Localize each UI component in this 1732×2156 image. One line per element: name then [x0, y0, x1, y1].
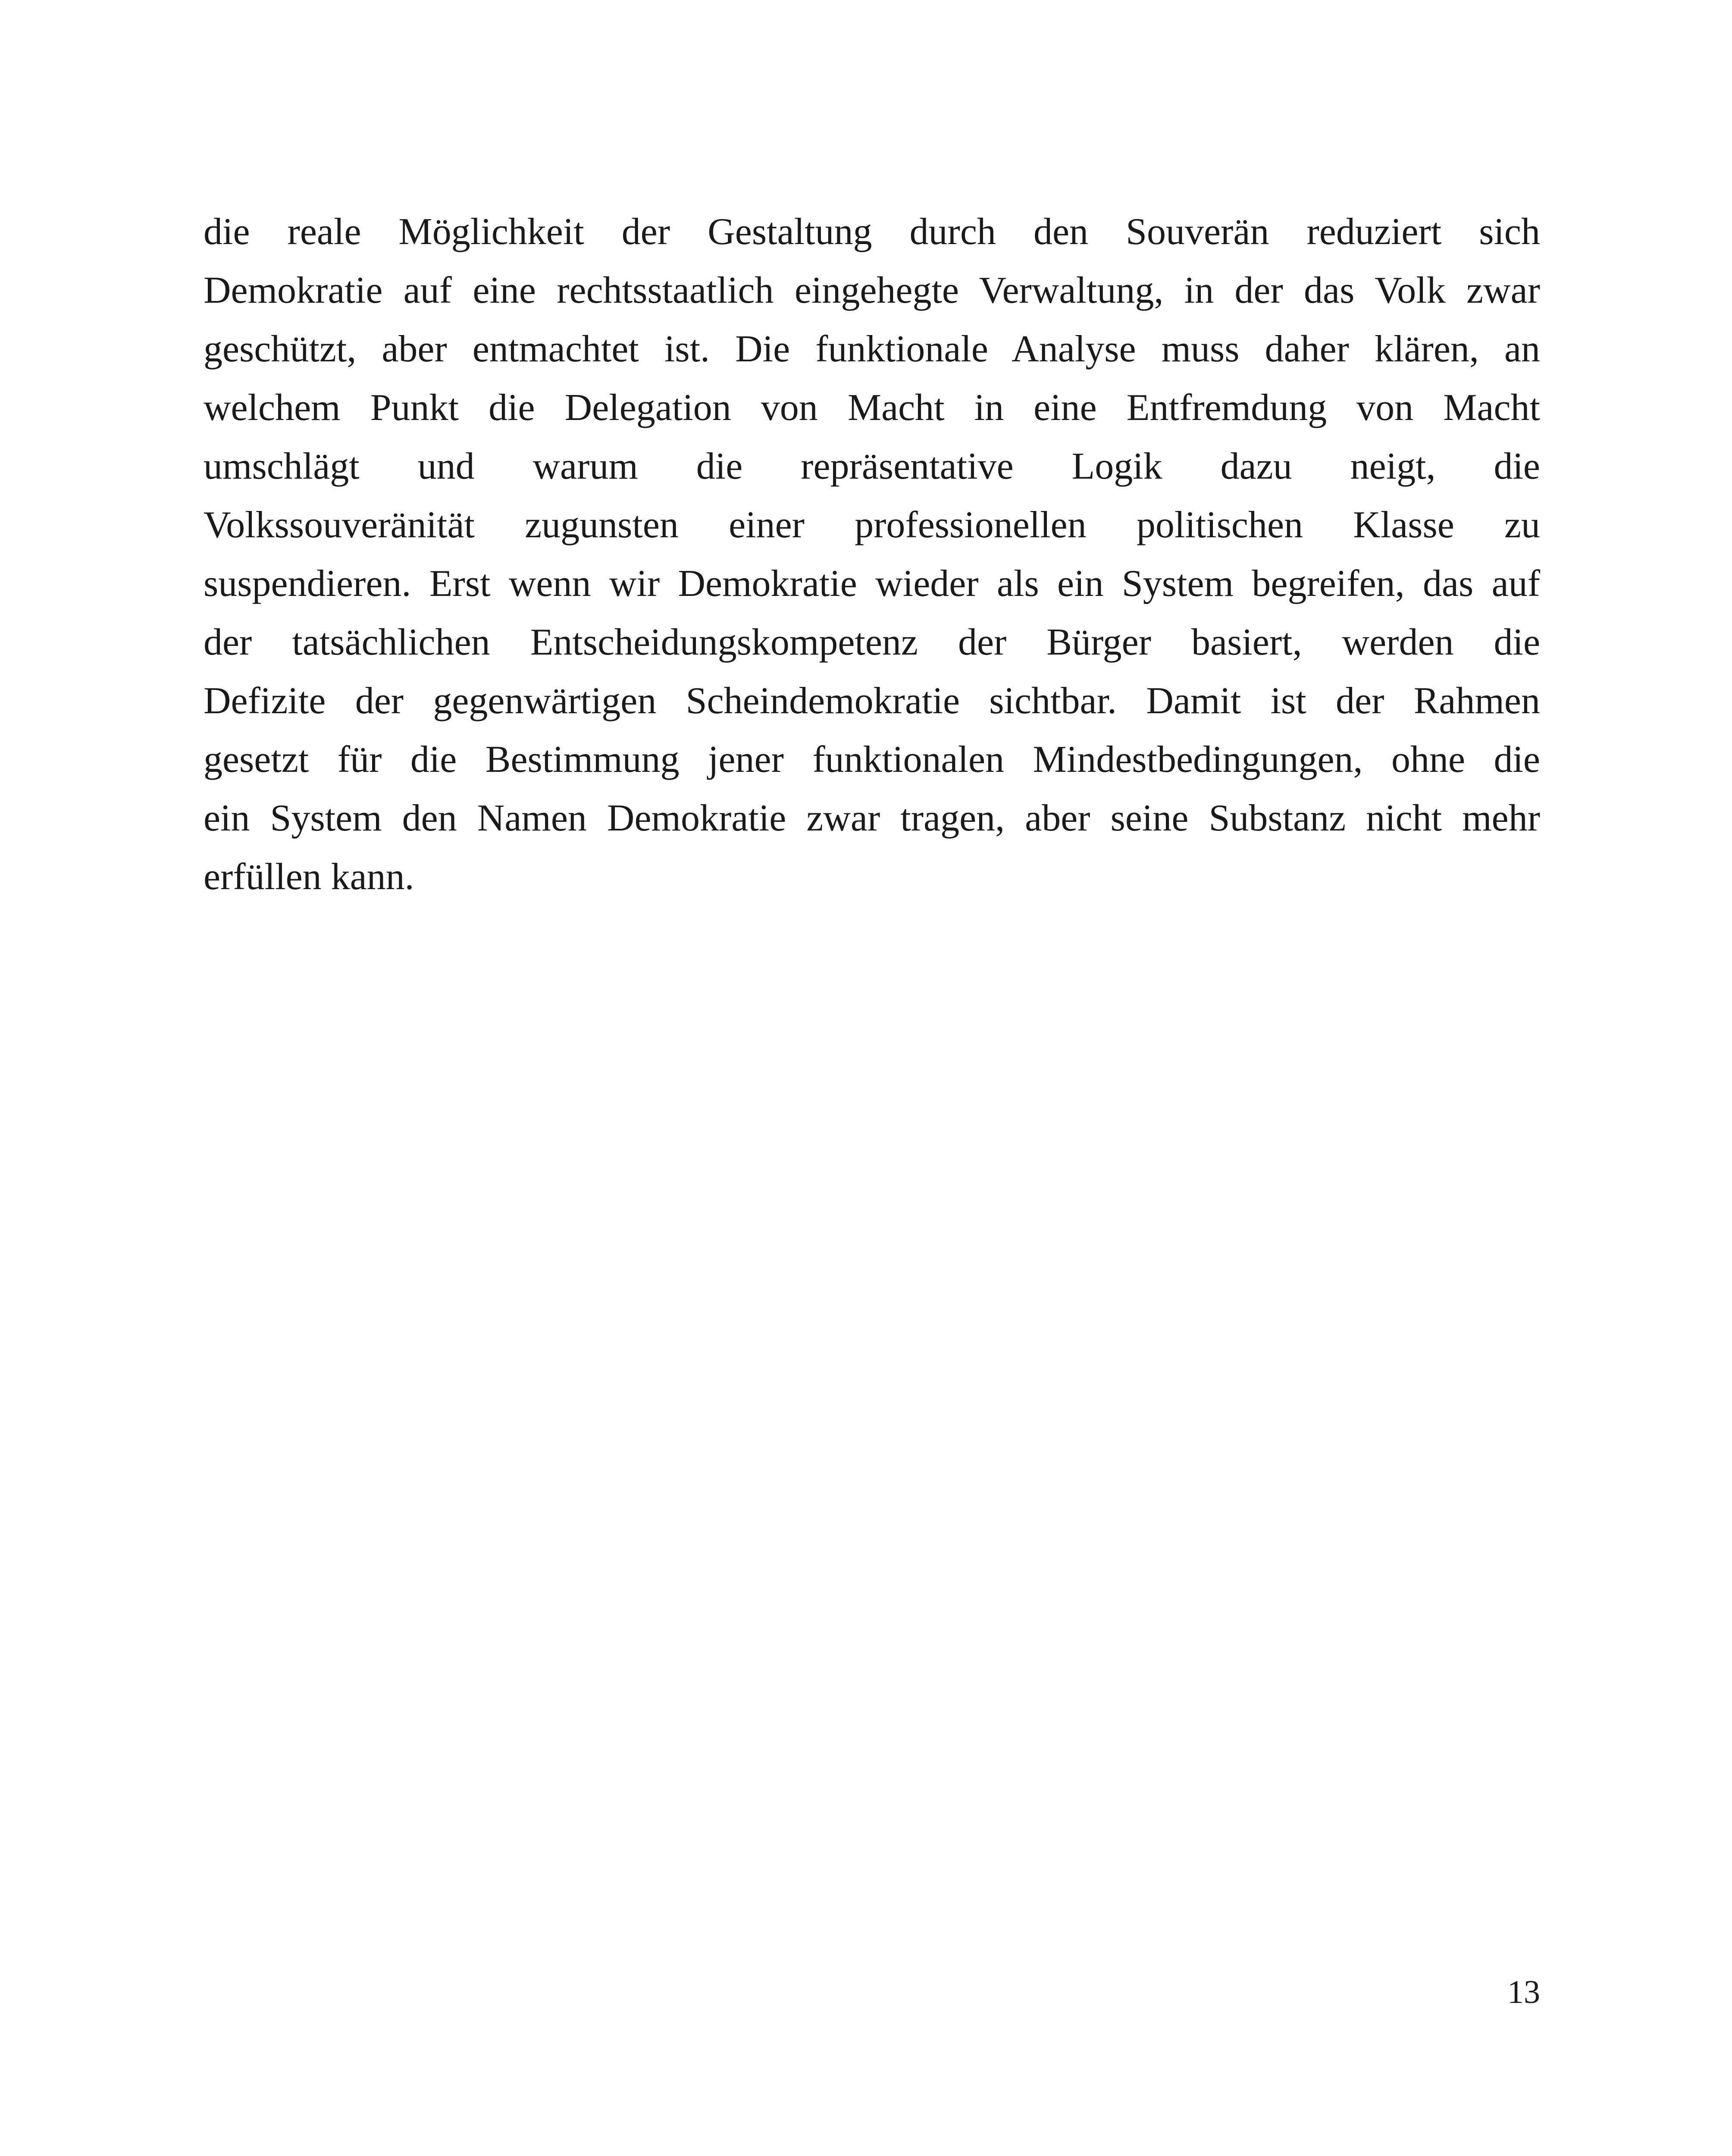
page-number: 13: [1507, 1974, 1540, 2010]
text-line: welchem Punkt die Delegation von Macht in eine Entfremdung von Macht: [204, 387, 1540, 429]
text-line: Demokratie auf eine rechtsstaatlich eingehegte Verwaltung, in der das Volk zwar: [204, 270, 1540, 311]
text-line: suspendieren. Erst wenn wir Demokratie wieder als ein System begreifen, das auf: [204, 563, 1540, 605]
text-line-last: erfüllen kann.: [204, 856, 414, 898]
text-line: gesetzt für die Bestimmung jener funktionalen Mindestbedingungen, ohne die: [204, 739, 1540, 780]
text-line: ein System den Namen Demokratie zwar tragen, aber seine Substanz nicht mehr: [204, 797, 1540, 839]
text-line: Defizite der gegenwärtigen Scheindemokratie sichtbar. Damit ist der Rahmen: [204, 680, 1540, 722]
text-line: der tatsächlichen Entscheidungskompetenz der Bürger basiert, werden die: [204, 621, 1540, 663]
text-line: umschlägt und warum die repräsentative Logik dazu neigt, die: [204, 445, 1540, 487]
text-line: die reale Möglichkeit der Gestaltung durch den Souverän reduziert sich: [204, 211, 1540, 253]
text-line: geschützt, aber entmachtet ist. Die funktionale Analyse muss daher klären, an: [204, 328, 1540, 370]
body-paragraph: [204, 203, 1540, 906]
text-line: Volkssouveränität zugunsten einer professionellen politischen Klasse zu: [204, 504, 1540, 546]
